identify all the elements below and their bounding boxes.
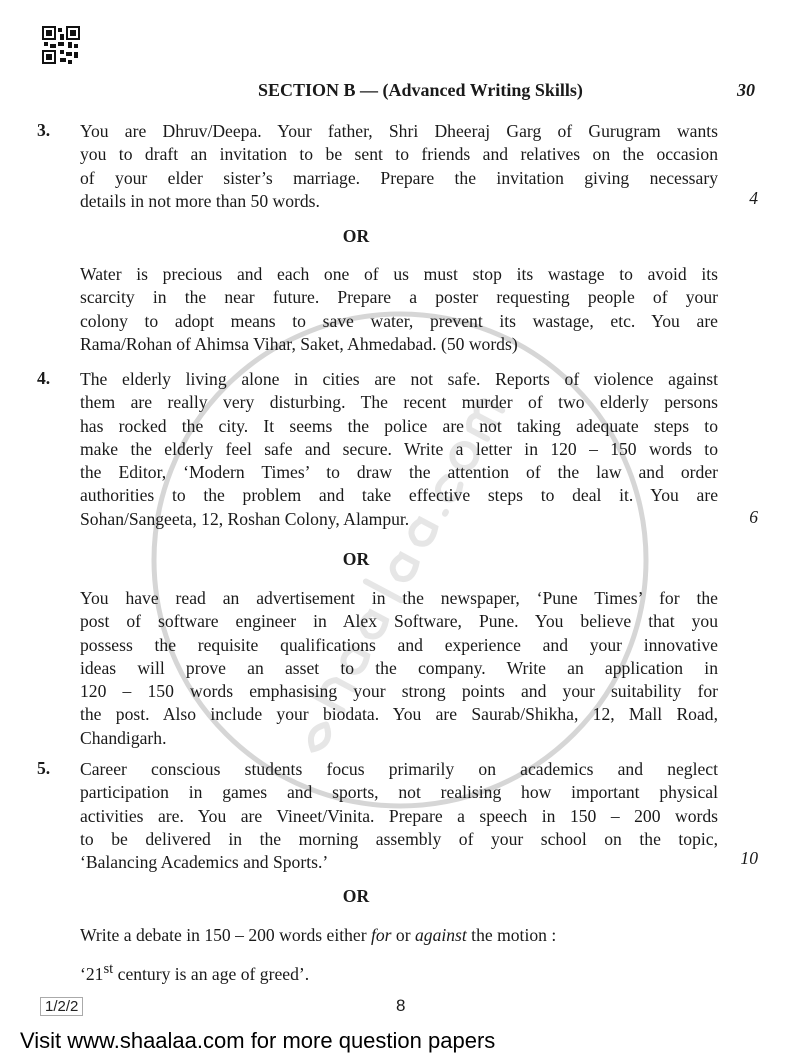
text-line: the Editor, ‘Modern Times’ to draw the attention of the law and order (80, 462, 718, 483)
text-line: colony to adopt means to save water, prevent its wastage, etc. You are (80, 310, 718, 331)
text-fragment: ‘21 (80, 963, 104, 984)
section-heading: SECTION B — (Advanced Writing Skills) (258, 80, 583, 100)
text-line: Career conscious students focus primarily on academics and neglect (80, 759, 718, 779)
text-line: details in not more than 50 words. (80, 190, 320, 211)
text-fragment: against (414, 925, 467, 945)
or-separator: OR (342, 226, 370, 246)
text-line: them are really very disturbing. The recent murder of two elderly persons (80, 392, 718, 413)
section-marks: 30 (737, 80, 755, 100)
text-line: You are Dhruv/Deepa. Your father, Shri Dheeraj Garg of Gurugram wants (80, 121, 718, 141)
text-fragment: Write a debate in 150 – 200 words either (80, 925, 371, 945)
text-line: scarcity in the near future. Prepare a poster requesting people of your (80, 287, 718, 308)
text-line: Rama/Rohan of Ahimsa Vihar, Saket, Ahmedabad. (50 words) (80, 333, 518, 354)
text-line: the post. Also include your biodata. You are Saurab/Shikha, 12, Mall Road, (80, 704, 718, 725)
text-fragment: or (391, 925, 415, 945)
text-fragment: century is an age of greed’. (113, 963, 310, 984)
or-separator: OR (342, 886, 370, 906)
debate-instruction (80, 925, 556, 946)
question-marks: 10 (740, 848, 758, 868)
question-text (80, 120, 718, 213)
qr-code (42, 26, 80, 64)
text-line: make the elderly feel safe and secure. Write a letter in 120 – 150 words to (80, 438, 718, 459)
text-line: possess the requisite qualifications and experience and your innovative (80, 634, 718, 655)
text-line: ‘Balancing Academics and Sports.’ (80, 852, 329, 873)
page-number: 8 (396, 996, 406, 1015)
text-line: You have read an advertisement in the newspaper, ‘Pune Times’ for the (80, 588, 718, 608)
question-number: 4. (37, 368, 51, 388)
debate-motion (80, 961, 309, 985)
paper-code: 1/2/2 (40, 997, 83, 1016)
text-line: Chandigarh. (80, 727, 167, 748)
text-fragment: the motion : (466, 925, 557, 945)
text-line: Water is precious and each one of us must stop its wastage to avoid its (80, 264, 718, 284)
question-marks: 4 (749, 188, 758, 208)
alternative-question-text (80, 263, 718, 356)
text-line: of your elder sister’s marriage. Prepare the invitation giving necessary (80, 167, 718, 188)
text-line: to be delivered in the morning assembly of your school on the topic, (80, 828, 718, 849)
text-line: authorities to the problem and take effective steps to deal it. You are (80, 485, 718, 506)
or-separator: OR (342, 549, 370, 569)
question-number: 5. (37, 758, 51, 778)
text-fragment: for (370, 925, 392, 945)
text-line: you to draft an invitation to be sent to friends and relatives on the occasion (80, 144, 718, 165)
text-line: Sohan/Sangeeta, 12, Roshan Colony, Alampur. (80, 508, 410, 529)
text-line: has rocked the city. It seems the police are not taking adequate steps to (80, 415, 718, 436)
question-text (80, 368, 718, 531)
text-line: The elderly living alone in cities are not safe. Reports of violence against (80, 369, 718, 389)
text-line: participation in games and sports, not realising how important physical (80, 782, 718, 803)
text-line: activities are. You are Vineet/Vinita. Prepare a speech in 150 – 200 words (80, 805, 718, 826)
question-number: 3. (37, 120, 51, 140)
question-text (80, 758, 718, 874)
text-line: post of software engineer in Alex Software, Pune. You believe that you (80, 611, 718, 632)
text-line: ideas will prove an asset to the company. Write an application in (80, 657, 718, 678)
visit-link[interactable]: Visit www.shaalaa.com for more question papers (20, 1028, 496, 1053)
alternative-question-text (80, 587, 718, 750)
text-line: 120 – 150 words emphasising your strong points and your suitability for (80, 681, 718, 702)
superscript: st (103, 961, 114, 977)
question-marks: 6 (749, 507, 758, 527)
